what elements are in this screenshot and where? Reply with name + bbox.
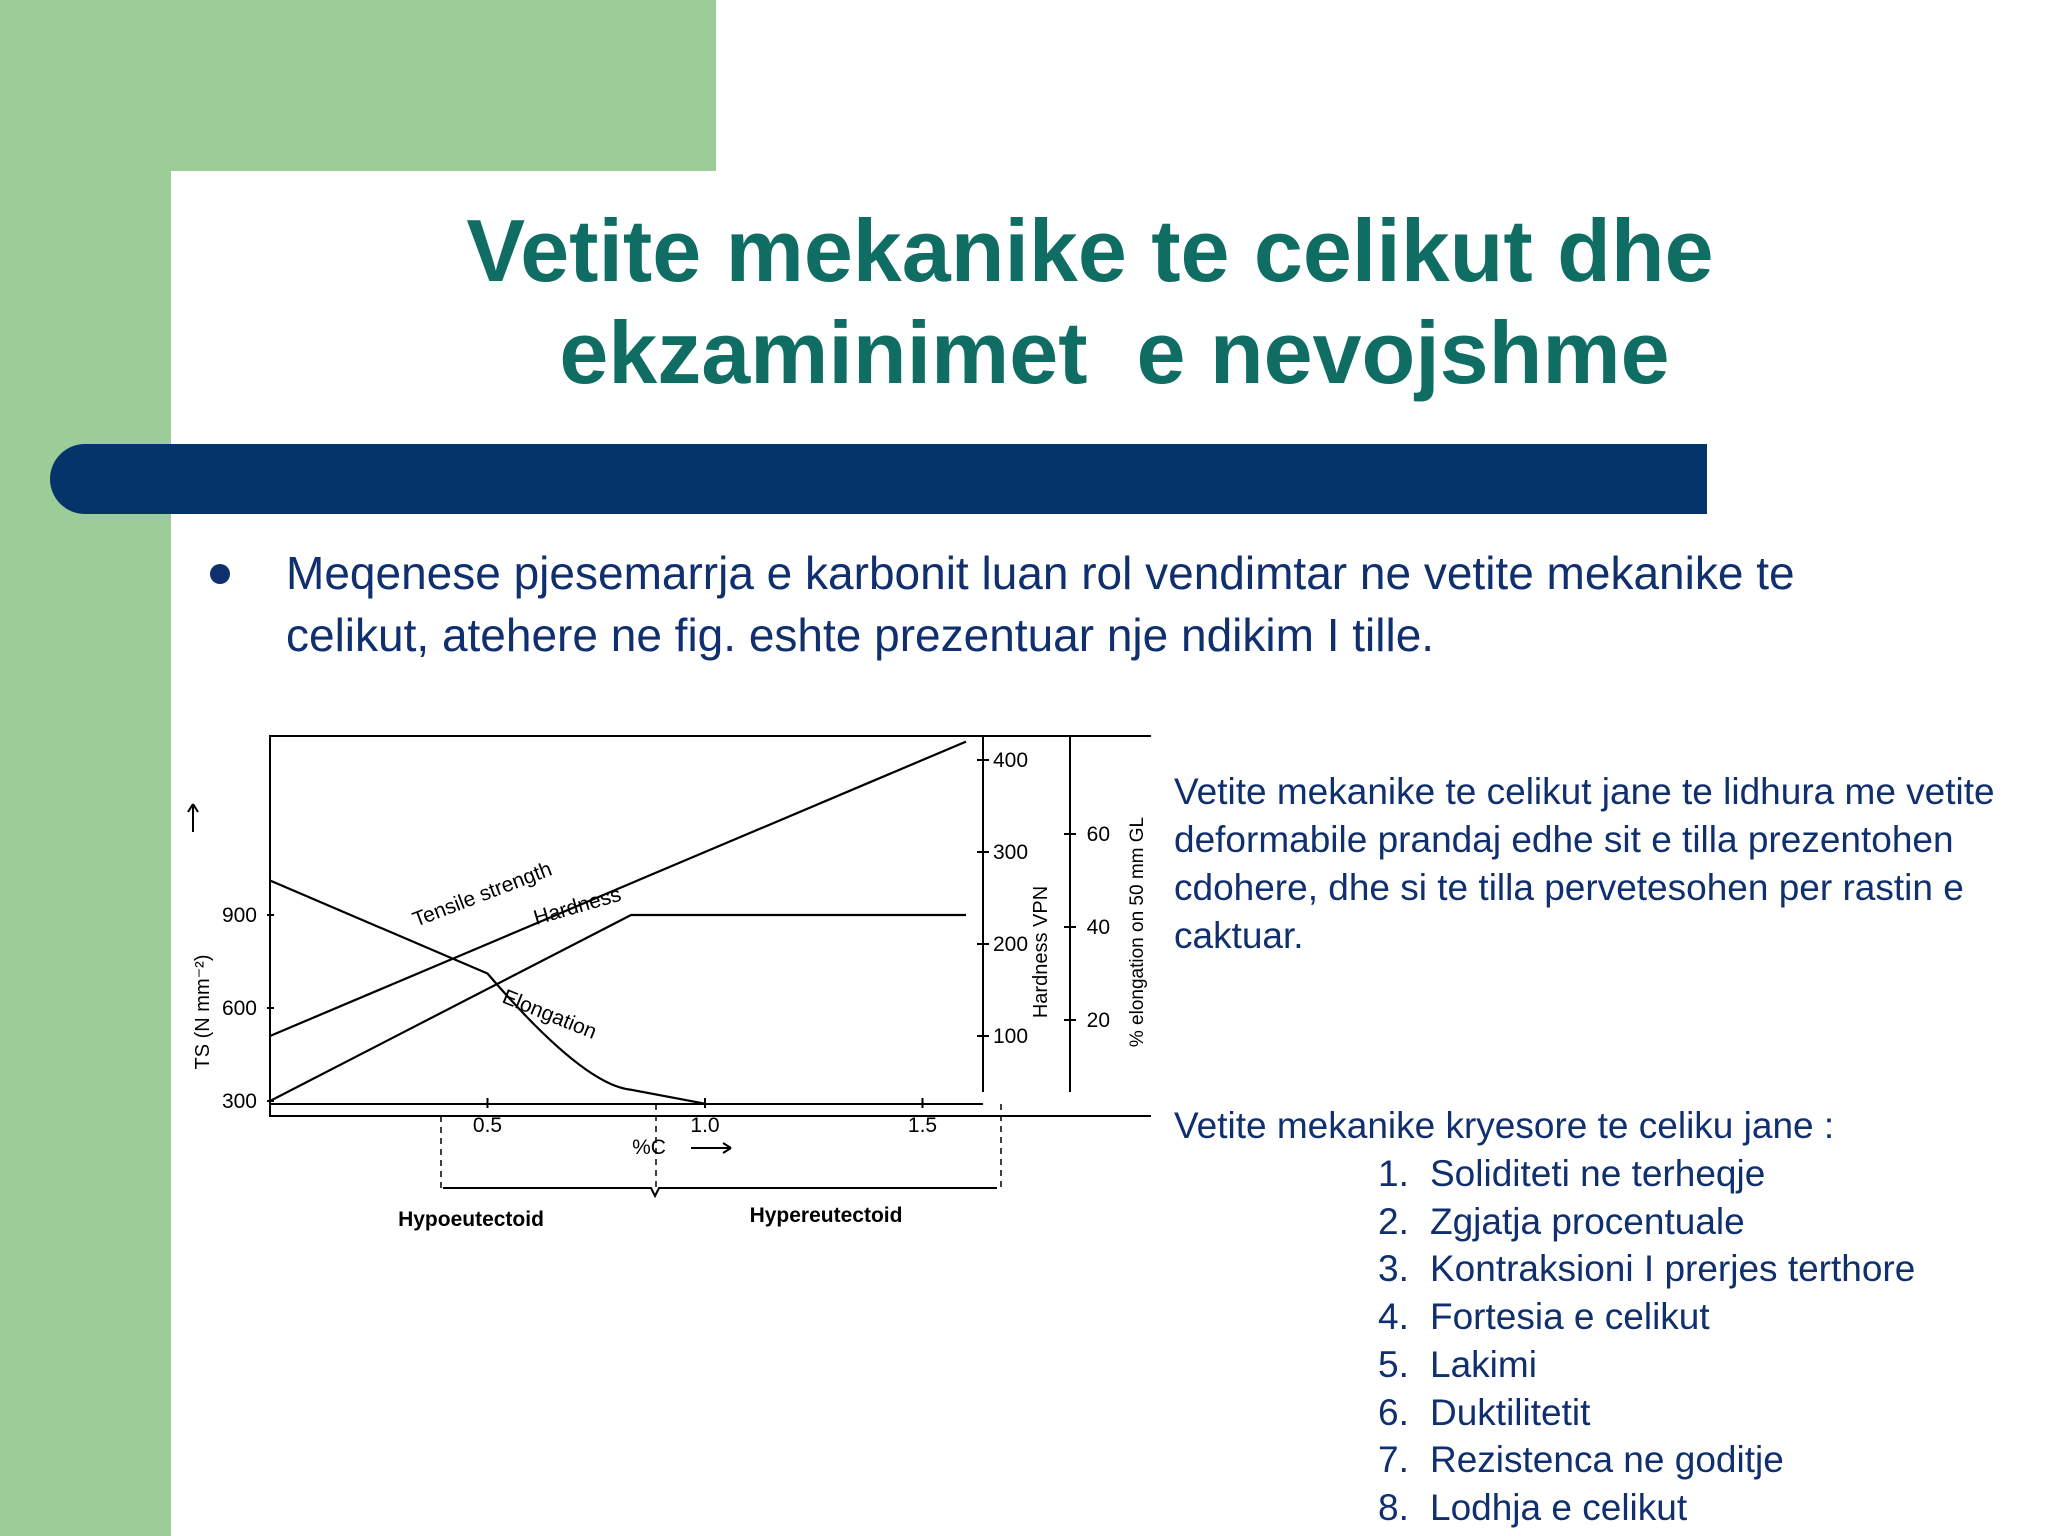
hardness-axis-label: Hardness VPN [1030,885,1052,1019]
list-item-label: Zgjatja procentuale [1430,1200,1745,1242]
list-item-number: 8. [1378,1486,1409,1528]
list-item-number: 6. [1378,1391,1409,1433]
y-left-arrow-icon [188,804,198,832]
y-left-tick-label: 900 [221,904,257,927]
list-item-number: 4. [1378,1296,1409,1338]
region-brace [443,1188,997,1196]
list-item-number: 1. [1378,1153,1409,1194]
plot-frame [270,736,1151,1116]
carbon-properties-chart [171,712,1151,1242]
bullet-dot-icon [210,564,230,584]
list-item-label: Duktilitetit [1430,1391,1591,1433]
y-left-tick-label: 300 [221,1090,257,1113]
elongation-tick-label: 40 [1086,916,1110,939]
chart-svg [171,712,1151,1242]
list-item-label: Fortesia e celikut [1430,1296,1710,1338]
list-item [1378,1436,2038,1484]
list-item-label: Rezistenca ne goditje [1430,1439,1784,1481]
elongation-axis-label: % elongation on 50 mm GL [1127,816,1148,1048]
list-item-label: Kontraksioni I prerjes terthore [1430,1248,1916,1290]
title-line-2: ekzaminimet e nevojshme [510,303,1670,402]
x-axis-label: %C [632,1136,666,1159]
hardness-tick-label: 400 [993,749,1029,772]
list-item-label: Lodhja e celikut [1430,1486,1688,1528]
region-label-hypereutectoid: Hypereutectoid [749,1204,903,1227]
green-top-bg [0,0,716,171]
elongation-tick-label: 60 [1086,823,1110,846]
y-left-axis-label: TS (N mm⁻²) [192,954,214,1070]
properties-list [1378,1150,2038,1532]
chart-marks [222,742,1110,1137]
list-item [1378,1341,2038,1389]
list-item [1378,1293,2038,1341]
x-tick-label: 1.5 [907,1114,938,1137]
series-label-hardness: Hardness [531,882,624,930]
list-item [1378,1245,2038,1293]
series-line-tensile-strength [270,915,966,1101]
list-item [1378,1389,2038,1437]
list-item-label: Soliditeti ne terheqje [1430,1153,1766,1194]
series-label-elongation: Elongation [499,985,600,1044]
list-item-number: 7. [1378,1439,1409,1481]
green-sidebar-bg [0,0,171,1536]
side-paragraph: Vetite mekanike te celikut jane te lidhura me vetite deformabile prandaj edhe sit e tilla prezentohen cdohere, dhe si te tilla pervetesohen per rastin e caktuar. [1174,771,1995,956]
x-tick-label: 0.5 [472,1114,503,1137]
x-tick-label: 1.0 [690,1114,720,1137]
hardness-tick-label: 100 [993,1025,1029,1048]
title-divider-bar [50,444,1707,514]
x-axis-arrow-icon [691,1143,731,1153]
list-item-number: 3. [1378,1248,1409,1290]
list-item [1378,1484,2038,1532]
list-item-label: Lakimi [1430,1343,1537,1385]
list-item [1378,1150,2038,1198]
list-item-number: 2. [1378,1200,1409,1242]
list-heading: Vetite mekanike kryesore te celiku jane : [1174,1105,1835,1146]
list-item [1378,1198,2038,1246]
slide-title [300,200,1880,404]
title-line-1: Vetite mekanike te celikut dhe [466,201,1714,300]
region-label-hypoeutectoid: Hypoeutectoid [398,1208,544,1231]
y-left-tick-label: 600 [221,997,257,1020]
series-label-tensile-strength: Tensile strength [409,857,556,932]
bullet-text: Meqenese pjesemarrja e karbonit luan rol vendimtar ne vetite mekanike te celikut, atehere ne fig. eshte prezentuar nje ndikim I tille. [286,547,1795,661]
elongation-tick-label: 20 [1086,1009,1110,1032]
list-item-number: 5. [1378,1343,1409,1385]
hardness-tick-label: 200 [993,933,1029,956]
hardness-tick-label: 300 [993,841,1029,864]
